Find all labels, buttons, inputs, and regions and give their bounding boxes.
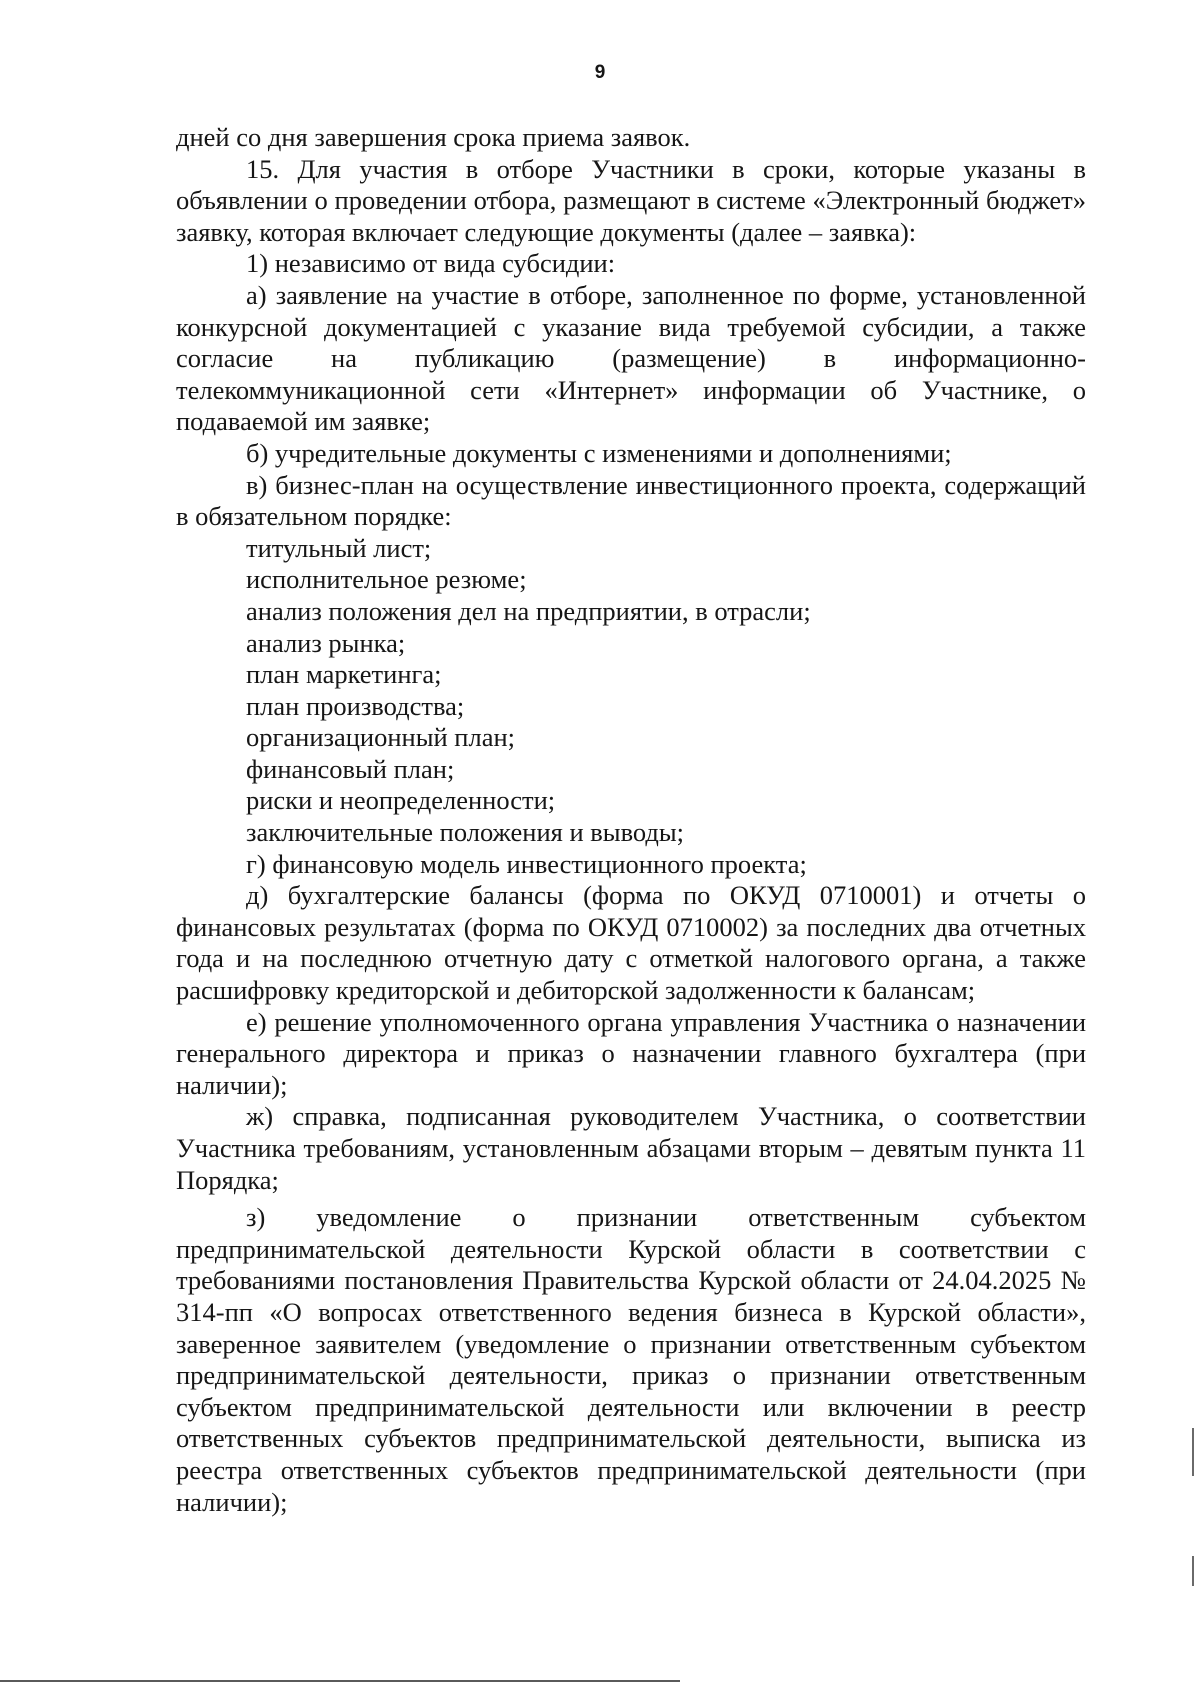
paragraph-b: б) учредительные документы с изменениями и дополнениями; bbox=[246, 437, 952, 468]
document-body bbox=[176, 122, 1086, 1518]
list-item: исполнительное резюме; bbox=[246, 564, 527, 595]
page-number: 9 bbox=[594, 62, 606, 83]
list-item: титульный лист; bbox=[246, 532, 432, 563]
paragraph-1: 1) независимо от вида субсидии: bbox=[246, 248, 616, 279]
list-item: анализ положения дел на предприятии, в отрасли; bbox=[246, 595, 811, 626]
paragraph-zh: ж) справка, подписанная руководителем Участника, о соответствии Участника требованиям, установленным абзацами вторым – девятым пункта 11 Порядка; bbox=[176, 1101, 1086, 1195]
list-item: заключительные положения и выводы; bbox=[246, 817, 685, 848]
paragraph-a: а) заявление на участие в отборе, заполненное по форме, установленной конкурсной документацией с указание вида требуемой субсидии, а также согласие на публикацию (размещение) в информационно-телекоммуникационной сети «Интернет» информации об Участнике, о подаваемой им заявке; bbox=[176, 279, 1086, 437]
list-item: финансовый план; bbox=[246, 753, 455, 784]
list-item: риски и неопределенности; bbox=[246, 785, 556, 816]
list-item: организационный план; bbox=[246, 722, 516, 753]
list-item: анализ рынка; bbox=[246, 627, 406, 658]
scan-edge-mark bbox=[1192, 1428, 1194, 1476]
list-item: план маркетинга; bbox=[246, 659, 442, 690]
paragraph-v: в) бизнес-план на осуществление инвестиционного проекта, содержащий в обязательном порядке: bbox=[176, 469, 1086, 532]
scan-bottom-edge bbox=[0, 1680, 680, 1682]
scan-edge-mark bbox=[1192, 1556, 1194, 1586]
paragraph-15: 15. Для участия в отборе Участники в сроки, которые указаны в объявлении о проведении отбора, размещают в системе «Электронный бюджет» заявку, которая включает следующие документы (далее – заявка): bbox=[176, 153, 1086, 247]
paragraph-e: е) решение уполномоченного органа управления Участника о назначении генерального директора и приказ о назначении главного бухгалтера (при наличии); bbox=[176, 1006, 1086, 1100]
list-item: план производства; bbox=[246, 690, 465, 721]
paragraph-g: г) финансовую модель инвестиционного проекта; bbox=[246, 848, 807, 879]
paragraph-z: з) уведомление о признании ответственным субъектом предпринимательской деятельности Курской области в соответствии с требованиями постановления Правительства Курской области от 24.04.2025 № 314-пп «О вопросах ответственного ведения бизнеса в Курской области», заверенное заявителем (уведомление о признании ответственным субъектом предпринимательской деятельности, приказ о признании ответственным субъектом предпринимательской деятельности или включении в реестр ответственных субъектов предпринимательской деятельности, выписка из реестра ответственных субъектов предпринимательской деятельности (при наличии); bbox=[176, 1202, 1086, 1517]
paragraph-d: д) бухгалтерские балансы (форма по ОКУД 0710001) и отчеты о финансовых результатах (форма по ОКУД 0710002) за последних два отчетных года и на последнюю отчетную дату с отметкой налогового органа, а также расшифровку кредиторской и дебиторской задолженности к балансам; bbox=[176, 880, 1086, 1006]
paragraph-continuation: дней со дня завершения срока приема заявок. bbox=[176, 122, 691, 152]
